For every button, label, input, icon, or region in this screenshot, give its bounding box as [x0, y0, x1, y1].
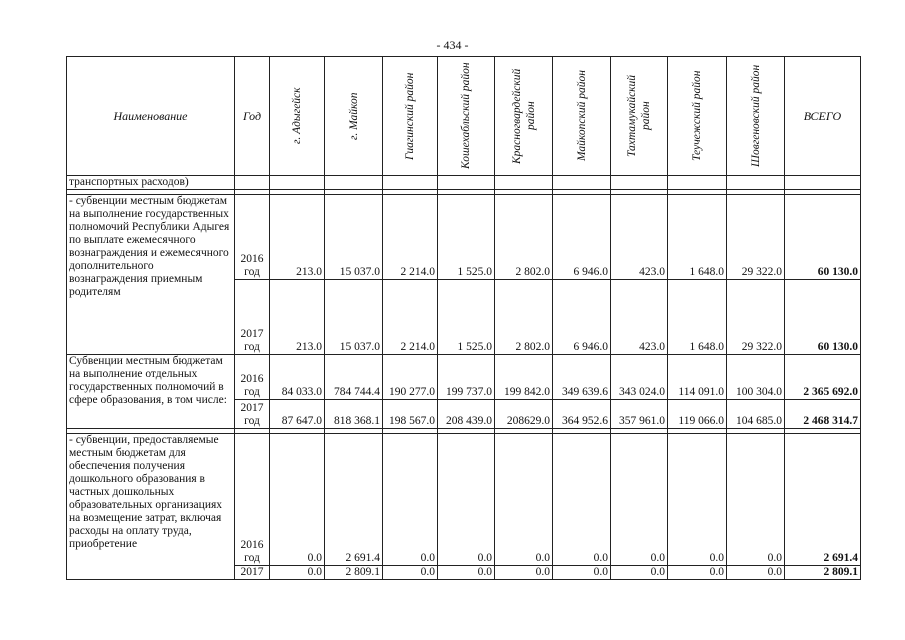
- value-cell: 213.0: [270, 280, 325, 355]
- row-name: Субвенции местным бюджетам на выполнение отдельных государственных полномочий в сфере образования, в том числе:: [67, 355, 235, 429]
- value-cell: 343 024.0: [611, 355, 668, 400]
- header-row: [67, 57, 861, 176]
- value-cell: 0.0: [495, 566, 553, 580]
- header-shovgenovsky: Шовгеновский район: [727, 57, 785, 176]
- value-cell: 0.0: [270, 434, 325, 566]
- year-cell: 2017: [235, 566, 270, 580]
- value-cell: 2 214.0: [383, 195, 438, 280]
- total-cell: 2 468 314.7: [785, 400, 861, 429]
- table-row: [67, 434, 861, 566]
- value-cell: 104 685.0: [727, 400, 785, 429]
- value-cell: 0.0: [270, 566, 325, 580]
- value-cell: 100 304.0: [727, 355, 785, 400]
- value-cell: 818 368.1: [325, 400, 383, 429]
- value-cell: 29 322.0: [727, 280, 785, 355]
- value-cell: 1 648.0: [668, 195, 727, 280]
- value-cell: 213.0: [270, 195, 325, 280]
- value-cell: 6 946.0: [553, 280, 611, 355]
- value-cell: 0.0: [611, 566, 668, 580]
- value-cell: 2 802.0: [495, 280, 553, 355]
- value-cell: 208 439.0: [438, 400, 495, 429]
- header-koshekhablsky: Кошехабльский район: [438, 57, 495, 176]
- header-giaginsky: Гиагинский район: [383, 57, 438, 176]
- value-cell: 0.0: [727, 566, 785, 580]
- value-cell: 199 737.0: [438, 355, 495, 400]
- total-cell: 2 809.1: [785, 566, 861, 580]
- value-cell: 1 525.0: [438, 280, 495, 355]
- value-cell: 784 744.4: [325, 355, 383, 400]
- header-maykopsky: Майкопский район: [553, 57, 611, 176]
- budget-table: [66, 56, 861, 580]
- value-cell: 1 648.0: [668, 280, 727, 355]
- row-name: - субвенции местным бюджетам на выполнение государственных полномочий Республики Адыгея по выплате ежемесячного вознаграждения и ежемесячного дополнительного вознаграждения приемным родителям: [67, 195, 235, 355]
- year-cell: 2016 год: [235, 355, 270, 400]
- value-cell: 357 961.0: [611, 400, 668, 429]
- value-cell: 15 037.0: [325, 280, 383, 355]
- header-total: ВСЕГО: [785, 57, 861, 176]
- year-cell: 2017 год: [235, 280, 270, 355]
- value-cell: 2 691.4: [325, 434, 383, 566]
- header-teuchezhsky: Теучежский район: [668, 57, 727, 176]
- value-cell: 349 639.6: [553, 355, 611, 400]
- header-name: Наименование: [67, 57, 235, 176]
- value-cell: 0.0: [611, 434, 668, 566]
- row-name: - субвенции, предоставляемые местным бюджетам для обеспечения получения дошкольного образования в частных дошкольных образовательных организациях на возмещение затрат, включая расходы на оплату труда, приобретение: [67, 434, 235, 580]
- value-cell: 15 037.0: [325, 195, 383, 280]
- value-cell: 2 809.1: [325, 566, 383, 580]
- value-cell: 0.0: [438, 434, 495, 566]
- value-cell: 190 277.0: [383, 355, 438, 400]
- value-cell: 0.0: [383, 566, 438, 580]
- total-cell: 2 365 692.0: [785, 355, 861, 400]
- header-adygeysk: г. Адыгейск: [270, 57, 325, 176]
- value-cell: 119 066.0: [668, 400, 727, 429]
- value-cell: 0.0: [727, 434, 785, 566]
- value-cell: 1 525.0: [438, 195, 495, 280]
- year-cell: 2016 год: [235, 195, 270, 280]
- value-cell: 84 033.0: [270, 355, 325, 400]
- value-cell: 29 322.0: [727, 195, 785, 280]
- value-cell: 0.0: [553, 566, 611, 580]
- value-cell: 6 946.0: [553, 195, 611, 280]
- header-maykop: г. Майкоп: [325, 57, 383, 176]
- total-cell: 60 130.0: [785, 280, 861, 355]
- year-cell: 2017 год: [235, 400, 270, 429]
- value-cell: 87 647.0: [270, 400, 325, 429]
- value-cell: 0.0: [668, 566, 727, 580]
- value-cell: 2 802.0: [495, 195, 553, 280]
- value-cell: 0.0: [383, 434, 438, 566]
- table-row: [67, 355, 861, 400]
- value-cell: 364 952.6: [553, 400, 611, 429]
- value-cell: 2 214.0: [383, 280, 438, 355]
- total-cell: 60 130.0: [785, 195, 861, 280]
- total-cell: 2 691.4: [785, 434, 861, 566]
- table-row: [67, 195, 861, 280]
- value-cell: 423.0: [611, 195, 668, 280]
- value-cell: 198 567.0: [383, 400, 438, 429]
- header-year: Год: [235, 57, 270, 176]
- year-cell: 2016 год: [235, 434, 270, 566]
- row-name: транспортных расходов): [67, 176, 235, 190]
- header-takhtamukaysky: Тахтамукайский район: [611, 57, 668, 176]
- page-number: - 434 -: [436, 38, 469, 52]
- value-cell: 199 842.0: [495, 355, 553, 400]
- value-cell: 0.0: [553, 434, 611, 566]
- value-cell: 0.0: [668, 434, 727, 566]
- table-row: [67, 176, 861, 190]
- value-cell: 423.0: [611, 280, 668, 355]
- value-cell: 114 091.0: [668, 355, 727, 400]
- header-krasnogvardeysky: Красногвардейский район: [495, 57, 553, 176]
- value-cell: 0.0: [438, 566, 495, 580]
- value-cell: 0.0: [495, 434, 553, 566]
- value-cell: 208629.0: [495, 400, 553, 429]
